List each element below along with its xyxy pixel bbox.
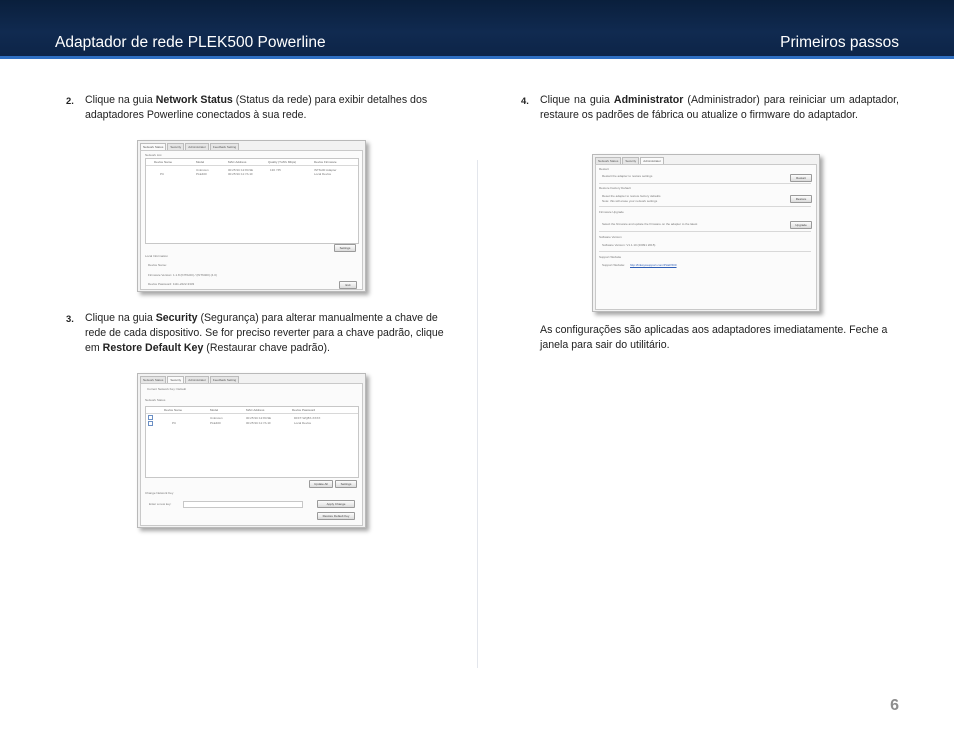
tab-feedback: Feedback Setting: [210, 376, 239, 383]
section-line: Select the firmware and update the firmware on the adapter to the latest: [602, 222, 698, 226]
table-cell: PLE400: [196, 172, 207, 176]
apply-change-button[interactable]: Apply Change: [317, 500, 355, 508]
tab-strip: [140, 376, 240, 383]
table-cell: 00:25:9C:12:84:9E: [228, 168, 254, 172]
group-label: Network Status: [145, 398, 166, 402]
tab-network-status: Network Status: [140, 143, 166, 150]
header-divider: [146, 413, 358, 414]
table-cell: 00:25:9C:11:7A:1F: [246, 421, 271, 425]
column-header: Model: [196, 160, 205, 164]
closing-paragraph: As configurações são aplicadas aos adaptadores imediatamente. Feche a janela para sair do utilitário.: [540, 324, 888, 351]
tab-strip: [140, 143, 240, 150]
step-number: 4.: [521, 95, 529, 106]
tab-administrator: Administrator: [640, 157, 664, 164]
support-link[interactable]: http://linksyssupport.com/PLEK500: [630, 263, 677, 267]
step-2: [66, 93, 447, 123]
step-number: 2.: [66, 95, 74, 106]
restart-button[interactable]: Restart: [790, 174, 812, 182]
page-header: [0, 0, 954, 58]
section-divider: [599, 206, 811, 207]
step-text: (Segurança) para alterar manualmente a chave de rede de cada dispositivo. Se for preciso reverter para a chave padrão, clique em: [85, 312, 444, 354]
row-checkbox[interactable]: [148, 415, 153, 420]
step-text: Clique na guia: [540, 94, 614, 106]
step-text: Clique na guia: [85, 94, 156, 106]
section-title: Support Website: [599, 255, 622, 259]
table-cell: PC: [172, 421, 177, 425]
tab-security: Security: [167, 376, 184, 383]
version-line: Software Version: V1.1.10 (20091 2015): [602, 243, 656, 247]
tab-panel: [595, 164, 817, 310]
tab-administrator: Administrator: [185, 143, 209, 150]
table-cell: PLE400: [210, 421, 221, 425]
new-key-label: Enter a new key:: [149, 502, 172, 506]
table-cell: 00:25:9C:12:84:9E: [246, 416, 272, 420]
section-title: Primeiros passos: [780, 34, 899, 51]
column-header: Device Password: [292, 408, 316, 412]
column-header: MAC Address: [228, 160, 247, 164]
column-header: Device Firmware: [314, 160, 337, 164]
local-info-line: Device Password: 1111-2222-3333: [148, 282, 195, 286]
restore-button[interactable]: Restore: [790, 195, 812, 203]
settings-button[interactable]: Settings: [335, 480, 357, 488]
table-cell: PC: [160, 172, 165, 176]
support-label: Support Website:: [602, 263, 625, 267]
table-cell: Unknown: [196, 168, 209, 172]
header-accent-line: [0, 56, 954, 59]
column-header: Device Name: [154, 160, 173, 164]
section-divider: [599, 183, 811, 184]
step-text: (Restaurar chave padrão).: [203, 342, 330, 354]
tab-panel: [140, 383, 363, 526]
tab-security: Security: [167, 143, 184, 150]
section-line: Restart the adapter to restore settings: [602, 174, 653, 178]
network-table: [145, 158, 359, 244]
section-title: Restart: [599, 167, 609, 171]
step-bold-text: Network Status: [155, 94, 233, 106]
security-screenshot: [137, 373, 366, 528]
step-text: (Status da rede) para exibir detalhes dos adaptadores Powerline conectados à sua rede.: [85, 94, 428, 121]
change-key-label: Change Network Key: [145, 491, 174, 495]
local-info-line: Device Name:: [148, 263, 167, 267]
tab-panel: [140, 150, 363, 290]
table-cell: DFFT-WQ8X-XXXX: [294, 416, 321, 420]
update-all-button[interactable]: Update All: [309, 480, 333, 488]
step-number: 3.: [66, 313, 74, 324]
group-label: Network List: [145, 153, 162, 157]
tab-network-status: Network Status: [595, 157, 621, 164]
table-cell: Unknown: [210, 416, 223, 420]
network-table: [145, 406, 359, 478]
current-key-label: Current Network Key: Default: [147, 387, 187, 391]
local-info-line: Firmware Version: 1.1.8 (INT6x00) / (INT6400) (4.0): [148, 273, 217, 277]
column-header: Quality (Tx/Rx Mbps): [268, 160, 297, 164]
section-divider: [599, 231, 811, 232]
tab-security: Security: [622, 157, 639, 164]
document-title: Adaptador de rede PLEK500 Powerline: [55, 34, 326, 51]
table-cell: Local Device: [314, 172, 332, 176]
step-4: [521, 93, 899, 123]
local-info-label: Local Information: [145, 254, 169, 258]
upgrade-button[interactable]: Upgrade: [790, 221, 812, 229]
network-status-screenshot: [137, 140, 366, 292]
step-text: (Administrador) para reiniciar um adaptador, restaure os padrões de fábrica ou atualize o firmware do adaptador.: [540, 94, 899, 121]
table-cell: 130 / 55: [270, 168, 281, 172]
section-title: Firmware Upgrade: [599, 210, 624, 214]
tab-strip: [595, 157, 665, 164]
table-cell: INT6x00 Adapter: [314, 168, 337, 172]
restore-default-key-button[interactable]: Restore Default Key: [317, 512, 355, 520]
section-line: Note: this will erase your network settings: [602, 199, 658, 203]
section-line: Reset the adapter to restore factory defaults: [602, 194, 661, 198]
step-bold-text: Administrator: [613, 94, 684, 106]
step-bold-text: Restore Default Key: [102, 342, 204, 354]
page-number: 6: [890, 697, 899, 714]
column-divider: [477, 160, 478, 668]
section-divider: [599, 251, 811, 252]
tab-administrator: Administrator: [185, 376, 209, 383]
column-header: MAC Address: [246, 408, 265, 412]
administrator-screenshot: [592, 154, 820, 312]
tab-feedback: Feedback Setting: [210, 143, 239, 150]
table-cell: Local Device: [294, 421, 312, 425]
exit-button[interactable]: Exit: [339, 281, 357, 289]
table-cell: 00:25:9C:11:7A:1F: [228, 172, 253, 176]
step-text: Clique na guia: [85, 312, 156, 324]
section-title: Restore Factory Default: [599, 186, 631, 190]
header-divider: [146, 165, 358, 166]
section-title: Software Version: [599, 235, 622, 239]
row-checkbox[interactable]: [148, 421, 153, 426]
step-3: [66, 311, 447, 356]
new-key-input[interactable]: [183, 501, 303, 508]
settings-button[interactable]: Settings: [334, 244, 356, 252]
step-bold-text: Security: [155, 312, 198, 324]
column-header: Device Name: [164, 408, 183, 412]
tab-network-status: Network Status: [140, 376, 166, 383]
column-header: Model: [210, 408, 219, 412]
